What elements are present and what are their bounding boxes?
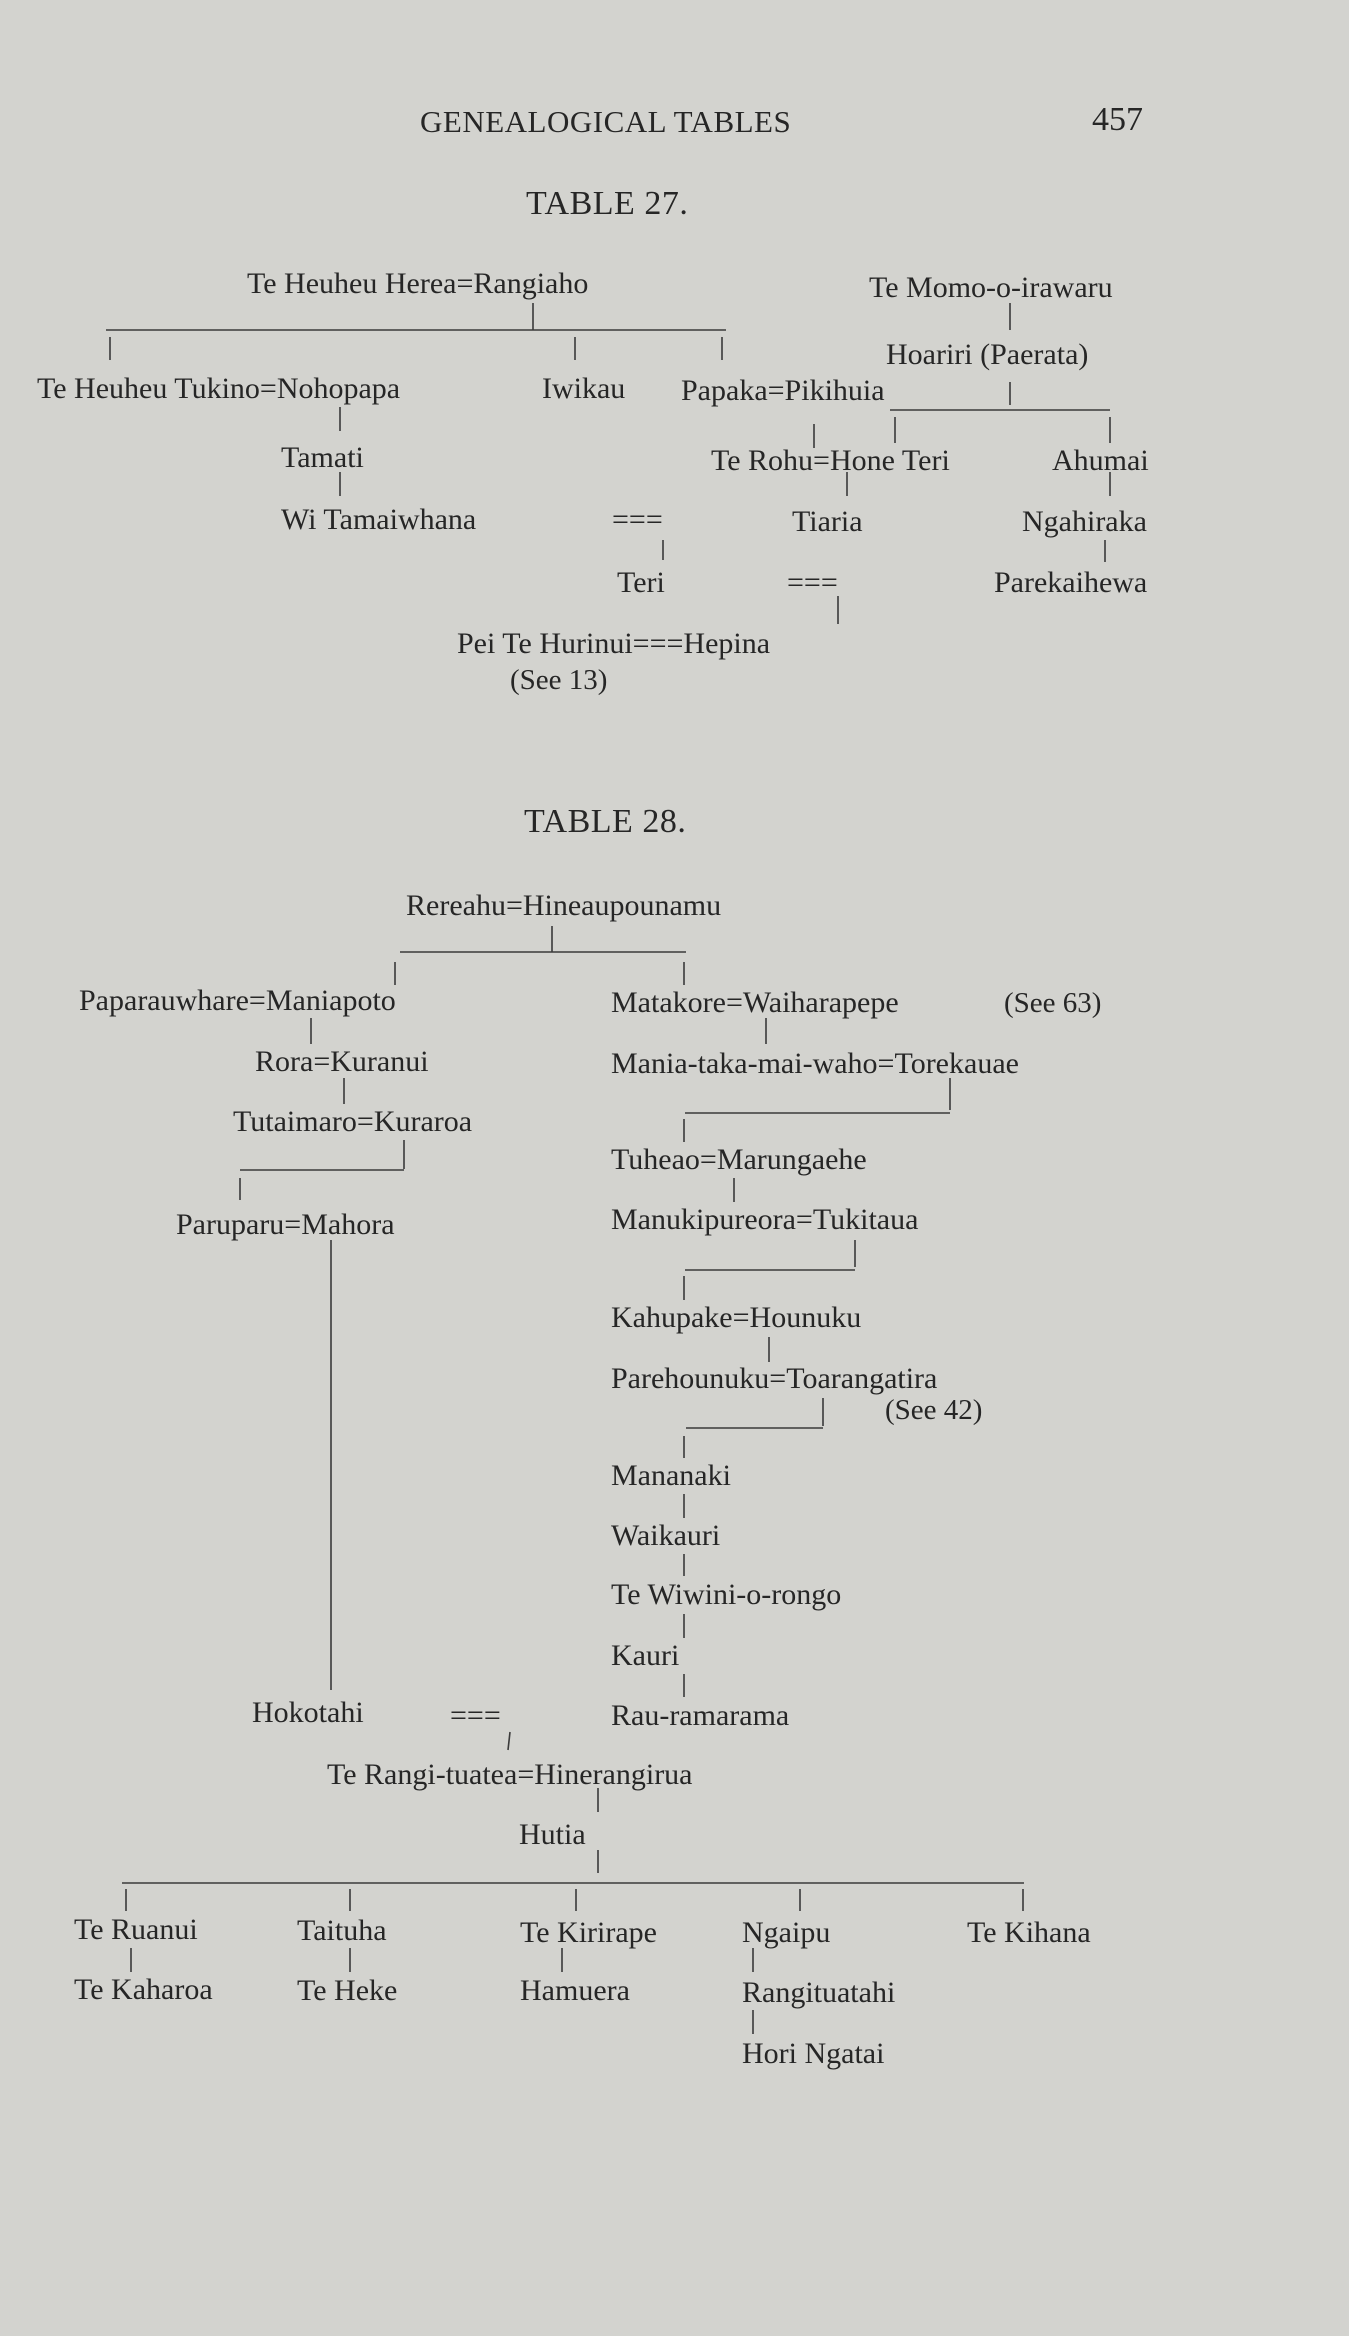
- t27-pei-te-hurinui-hepina: Pei Te Hurinui===Hepina: [457, 627, 771, 660]
- t27-iwikau: Iwikau: [542, 372, 626, 405]
- t28-rangi-tuatea-hinerangirua: Te Rangi-tuatea=Hinerangirua: [327, 1758, 693, 1791]
- page-number: 457: [1092, 101, 1143, 138]
- t27-ngahiraka: Ngahiraka: [1022, 505, 1147, 538]
- t28-mania-taka-mai-waho: Mania-taka-mai-waho=Torekauae: [611, 1047, 1019, 1080]
- t27-papaka-pikihuia: Papaka=Pikihuia: [681, 374, 885, 407]
- t28-waikauri: Waikauri: [611, 1519, 721, 1552]
- t27-marriage-sign-1: ===: [612, 503, 663, 536]
- t28-parehounuku-toarangatira: Parehounuku=Toarangatira: [611, 1362, 938, 1395]
- t28-child-te-kihana: Te Kihana: [967, 1916, 1091, 1949]
- t28-child-taituha: Taituha: [297, 1914, 387, 1947]
- t28-te-heke: Te Heke: [297, 1974, 398, 2007]
- t28-te-kaharoa: Te Kaharoa: [74, 1973, 213, 2006]
- t27-see-13: (See 13): [510, 664, 608, 696]
- t28-rereahu: Rereahu=Hineaupounamu: [406, 889, 722, 922]
- t28-child-te-kirirape: Te Kirirape: [520, 1916, 657, 1949]
- t27-rohu-hone-teri: Te Rohu=Hone Teri: [711, 444, 950, 477]
- t28-hutia: Hutia: [519, 1818, 586, 1851]
- t28-tutaimaro-kuraroa: Tutaimaro=Kuraroa: [233, 1105, 473, 1138]
- t28-rau-ramarama: Rau-ramarama: [611, 1699, 790, 1732]
- t28-child-te-ruanui: Te Ruanui: [74, 1913, 198, 1946]
- t28-see-63: (See 63): [1004, 987, 1102, 1019]
- t27-herea-rangiaho: Te Heuheu Herea=Rangiaho: [247, 267, 589, 300]
- t28-rangituatahi: Rangituatahi: [742, 1976, 896, 2009]
- t27-wi-tamaiwhana: Wi Tamaiwhana: [281, 503, 477, 536]
- t28-rora-kuranui: Rora=Kuranui: [255, 1045, 429, 1078]
- t28-kahupake-hounuku: Kahupake=Hounuku: [611, 1301, 862, 1334]
- running-title: GENEALOGICAL TABLES: [420, 104, 792, 139]
- t28-wiwini-o-rongo: Te Wiwini-o-rongo: [611, 1578, 842, 1611]
- t27-teri: Teri: [617, 566, 665, 599]
- t28-child-ngaipu: Ngaipu: [742, 1916, 831, 1949]
- t28-hokotahi: Hokotahi: [252, 1696, 364, 1729]
- t27-tukino-nohopapa: Te Heuheu Tukino=Nohopapa: [37, 372, 401, 405]
- t28-tuheao-marungaehe: Tuheao=Marungaehe: [611, 1143, 867, 1176]
- table-27-title: TABLE 27.: [526, 185, 689, 222]
- t28-paruparu-mahora: Paruparu=Mahora: [176, 1208, 395, 1241]
- table-28-title: TABLE 28.: [524, 803, 687, 840]
- t27-marriage-sign-2: ===: [787, 566, 838, 599]
- t27-ahumai: Ahumai: [1052, 444, 1149, 477]
- t28-paparauwhare-maniapoto: Paparauwhare=Maniapoto: [79, 984, 396, 1017]
- t27-tiaria: Tiaria: [792, 505, 863, 538]
- t28-matakore-waiharapepe: Matakore=Waiharapepe: [611, 986, 899, 1019]
- t27-momo-o-irawaru: Te Momo-o-irawaru: [869, 271, 1113, 304]
- t27-parekaihewa: Parekaihewa: [994, 566, 1148, 599]
- t28-hamuera: Hamuera: [520, 1974, 630, 2007]
- t28-see-42: (See 42): [885, 1394, 983, 1426]
- t27-tamati: Tamati: [281, 441, 364, 474]
- t28-kauri: Kauri: [611, 1639, 680, 1672]
- t28-manukipureora: Manukipureora=Tukitaua: [611, 1203, 919, 1236]
- t27-hoariri: Hoariri (Paerata): [886, 338, 1089, 371]
- t28-marriage-sign: ===: [450, 1699, 501, 1732]
- t28-mananaki: Mananaki: [611, 1459, 731, 1492]
- t28-hori-ngatai: Hori Ngatai: [742, 2037, 885, 2070]
